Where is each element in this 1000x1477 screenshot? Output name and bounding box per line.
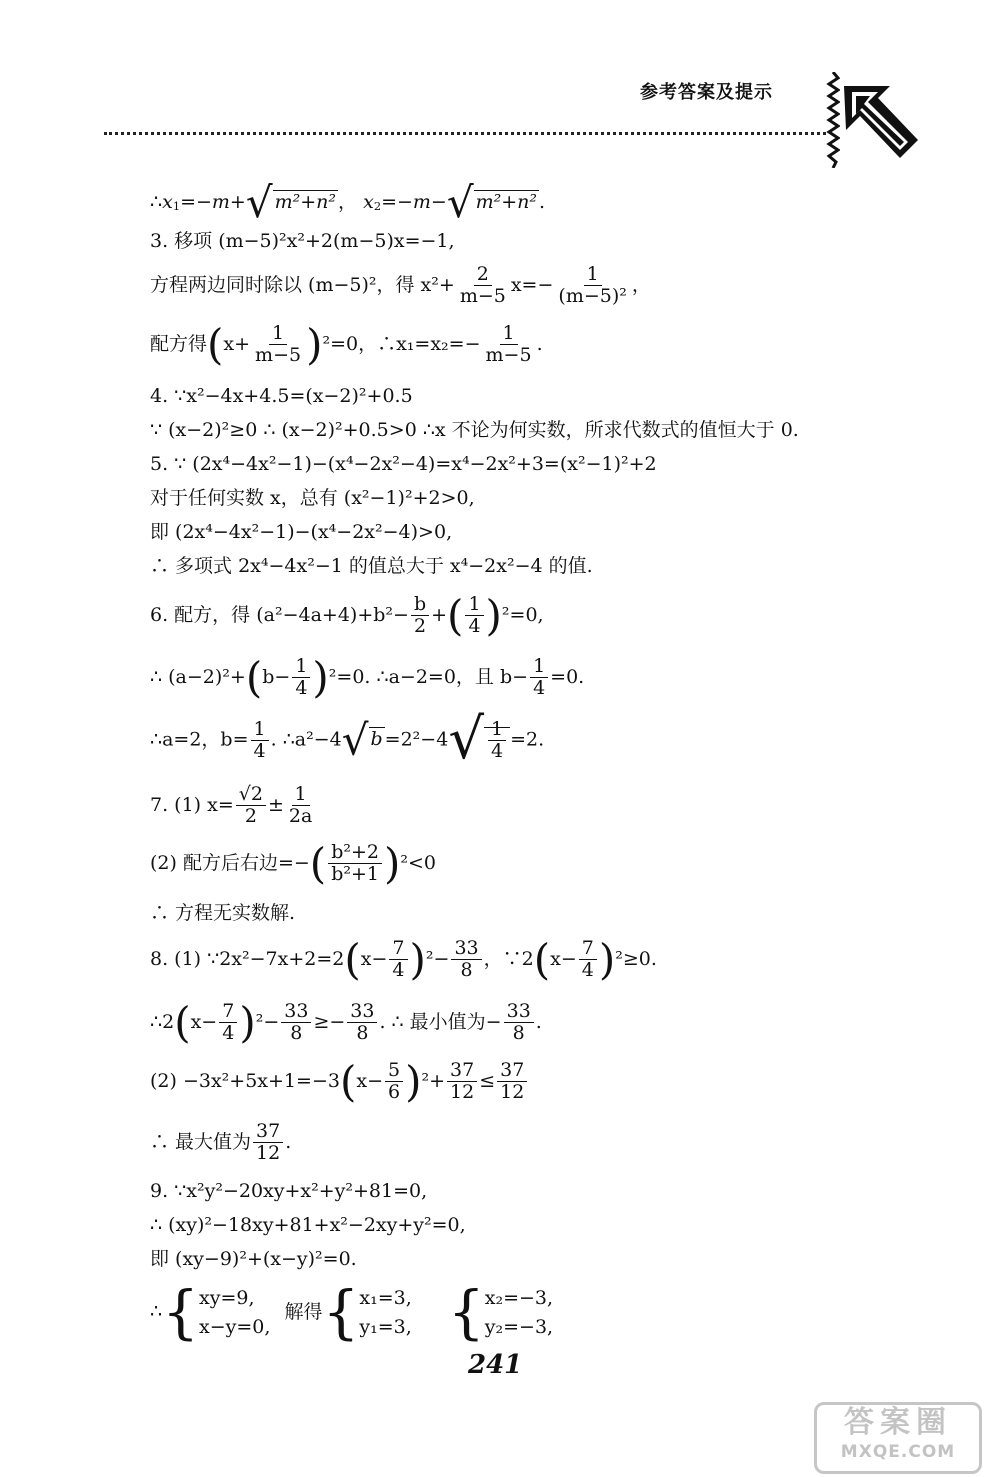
line-5d: ∴ 多项式 2x⁴−4x²−1 的值总大于 x⁴−2x²−4 的值. — [150, 555, 593, 577]
line-6c: ∴a=2，b= $\frac{1}{4}$ . ∴a²−4√ b =2²−4√ $\frac{1}{4}$ =2. — [150, 707, 545, 772]
line-4b: ∵ (x−2)²≥0 ∴ (x−2)²+0.5>0 ∴x 不论为何实数，所求代数式的值恒大于 0. — [150, 419, 799, 441]
line-9c: 即 (xy−9)²+(x−y)²=0. — [150, 1248, 357, 1270]
line-3a: 3. 移项 (m−5)²x²+2(m−5)x=−1, — [150, 230, 455, 252]
line-7b: (2) 配方后右边=−( $\frac{\text{b²+2}}{\text{b²+1}}$ )²<0 — [150, 838, 436, 888]
line-4a: 4. ∵x²−4x+4.5=(x−2)²+0.5 — [150, 385, 413, 407]
line-5b: 对于任何实数 x，总有 (x²−1)²+2>0, — [150, 487, 475, 509]
line-3c: 配方得(x+ $\frac{1}{m-5}$ )²=0，∴x₁=x₂=− $\frac{1}{m-5}$ . — [150, 319, 543, 369]
line-7a: 7. (1) x= $\frac{√2}{2}$ ± $\frac{1}{2a}$ — [150, 783, 313, 828]
line-9d: ∴{ xy=9, x−y=0, 解得{ x₁=3, y₁=3, { x₂=−3, y₂=−3, — [150, 1278, 554, 1347]
line-8a: 8. (1) ∵2x²−7x+2=2(x− $\frac{7}{4}$ )²− $\frac{33}{8}$ ，∵2(x− $\frac{7}{4}$ )²≥0. — [150, 934, 657, 984]
line-9b: ∴ (xy)²−18xy+81+x²−2xy+y²=0, — [150, 1214, 466, 1236]
line-8b: ∴2(x− $\frac{7}{4}$ )²− $\frac{33}{8}$ ≥− $\frac{33}{8}$ . ∴ 最小值为− $\frac{33}{8}$ . — [150, 997, 542, 1047]
line-8c: (2) −3x²+5x+1=−3(x− $\frac{5}{6}$ )²+ $\frac{37}{12}$ ≤ $\frac{37}{12}$ — [150, 1060, 529, 1104]
header-divider — [104, 132, 826, 135]
line-roots-x1-x2: $\therefore x_1=-m+√$ m²+n² ， $x_2=-m-√$ m²+n² . — [150, 178, 546, 227]
arrow-icon — [842, 82, 922, 162]
watermark-url: MXQE.COM — [840, 1442, 956, 1462]
section-title: 参考答案及提示 — [640, 82, 773, 103]
line-5c: 即 (2x⁴−4x²−1)−(x⁴−2x²−4)>0, — [150, 521, 453, 543]
line-7c: ∴ 方程无实数解. — [150, 902, 296, 924]
line-8d: ∴ 最大值为 $\frac{37}{12}$ . — [150, 1120, 292, 1165]
page-number: 241 — [468, 1350, 523, 1380]
watermark-logo — [814, 1402, 982, 1474]
line-6a: 6. 配方，得 (a²−4a+4)+b²− $\frac{b}{2}$ +( $\frac{1}{4}$ )²=0, — [150, 590, 544, 640]
line-6b: ∴ (a−2)²+(b− $\frac{1}{4}$ )²=0. ∴a−2=0，且 b− $\frac{1}{4}$ =0. — [150, 652, 585, 702]
zigzag-ornament — [826, 72, 840, 168]
watermark-text: 答案圈 — [844, 1405, 952, 1440]
line-9a: 9. ∵x²y²−20xy+x²+y²+81=0, — [150, 1180, 428, 1202]
line-5a: 5. ∵ (2x⁴−4x²−1)−(x⁴−2x²−4)=x⁴−2x²+3=(x²−1)²+2 — [150, 453, 657, 475]
line-3b: 方程两边同时除以 (m−5)²，得 x²+ $\frac{2}{m-5}$ x=− $\frac{1}{\text{(m−5)²}}$ ， — [150, 263, 651, 308]
